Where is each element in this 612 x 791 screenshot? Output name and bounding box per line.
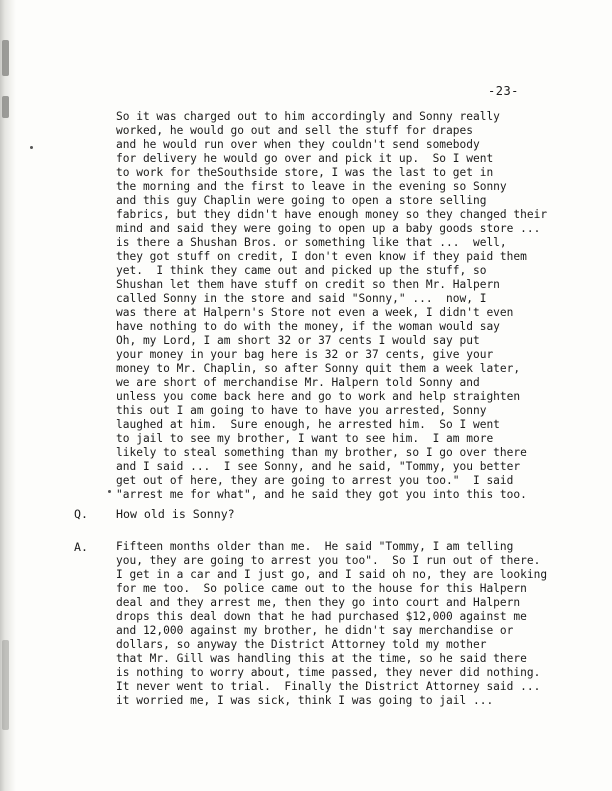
- text-line: is there a Shushan Bros. or something like that ... well,: [116, 236, 507, 249]
- text-line: So it was charged out to him accordingly and Sonny really: [116, 110, 500, 123]
- text-line: you, they are going to arrest you too". So I run out of there.: [116, 554, 541, 567]
- stray-mark: [30, 146, 33, 149]
- text-line: is nothing to worry about, time passed, they never did nothing.: [116, 666, 541, 679]
- text-line: get out of here, they are going to arrest you too." I said: [116, 474, 514, 487]
- text-line: yet. I think they came out and picked up the stuff, so: [116, 264, 487, 277]
- text-line: to work for theSouthside store, I was the last to get in: [116, 166, 494, 179]
- stray-mark: [108, 490, 111, 493]
- text-line: we are short of merchandise Mr. Halpern told Sonny and: [116, 376, 480, 389]
- text-line: for me too. So police came out to the house for this Halpern: [116, 582, 527, 595]
- text-line: and this guy Chaplin were going to open a store selling: [116, 194, 487, 207]
- text-line: and he would run over when they couldn't send somebody: [116, 138, 480, 151]
- question-text: How old is Sonny?: [116, 507, 235, 521]
- text-line: drops this deal down that he had purchased $12,000 against me: [116, 610, 527, 623]
- text-line: Fifteen months older than me. He said "Tommy, I am telling: [116, 540, 514, 553]
- text-line: deal and they arrest me, then they go into court and Halpern: [116, 596, 521, 609]
- text-line: "arrest me for what", and he said they got you into this too.: [116, 488, 527, 501]
- text-line: your money in your bag here is 32 or 37 cents, give your: [116, 348, 494, 361]
- text-line: they got stuff on credit, I don't even know if they paid them: [116, 250, 527, 263]
- text-line: to jail to see my brother, I want to see him. I am more: [116, 432, 494, 445]
- text-line: called Sonny in the store and said "Sonny," ... now, I: [116, 292, 487, 305]
- text-line: It never went to trial. Finally the District Attorney said ...: [116, 680, 541, 693]
- text-line: worked, he would go out and sell the stuff for drapes: [116, 124, 473, 137]
- text-line: I get in a car and I just go, and I said oh no, they are looking: [116, 568, 548, 581]
- binding-mark: [2, 96, 9, 118]
- answer-label: A.: [74, 540, 88, 554]
- text-line: dollars, so anyway the District Attorney told my mother: [116, 638, 487, 651]
- text-line: Oh, my Lord, I am short 32 or 37 cents I would say put: [116, 334, 480, 347]
- text-line: and 12,000 against my brother, he didn't say merchandise or: [116, 624, 514, 637]
- text-line: likely to steal something than my brother, so I go over there: [116, 446, 527, 459]
- question-label: Q.: [74, 507, 88, 521]
- page-number: -23-: [488, 84, 519, 98]
- text-line: unless you come back here and go to work and help straighten: [116, 390, 521, 403]
- text-line: laughed at him. Sure enough, he arrested him. So I went: [116, 418, 500, 431]
- text-line: money to Mr. Chaplin, so after Sonny quit them a week later,: [116, 362, 521, 375]
- text-line: have nothing to do with the money, if the woman would say: [116, 320, 500, 333]
- text-line: that Mr. Gill was handling this at the time, so he said there: [116, 652, 527, 665]
- text-line: mind and said they were going to open up a baby goods store ...: [116, 222, 541, 235]
- text-line: was there at Halpern's Store not even a week, I didn't even: [116, 306, 514, 319]
- binding-mark: [2, 640, 9, 730]
- text-line: for delivery he would go over and pick it up. So I went: [116, 152, 494, 165]
- text-line: this out I am going to have to have you arrested, Sonny: [116, 404, 487, 417]
- text-line: the morning and the first to leave in the evening so Sonny: [116, 180, 507, 193]
- text-line: Shushan let them have stuff on credit so then Mr. Halpern: [116, 278, 500, 291]
- text-line: it worried me, I was sick, think I was going to jail ...: [116, 694, 494, 707]
- text-line: and I said ... I see Sonny, and he said, "Tommy, you better: [116, 460, 521, 473]
- text-line: fabrics, but they didn't have enough money so they changed their: [116, 208, 548, 221]
- binding-mark: [2, 40, 9, 76]
